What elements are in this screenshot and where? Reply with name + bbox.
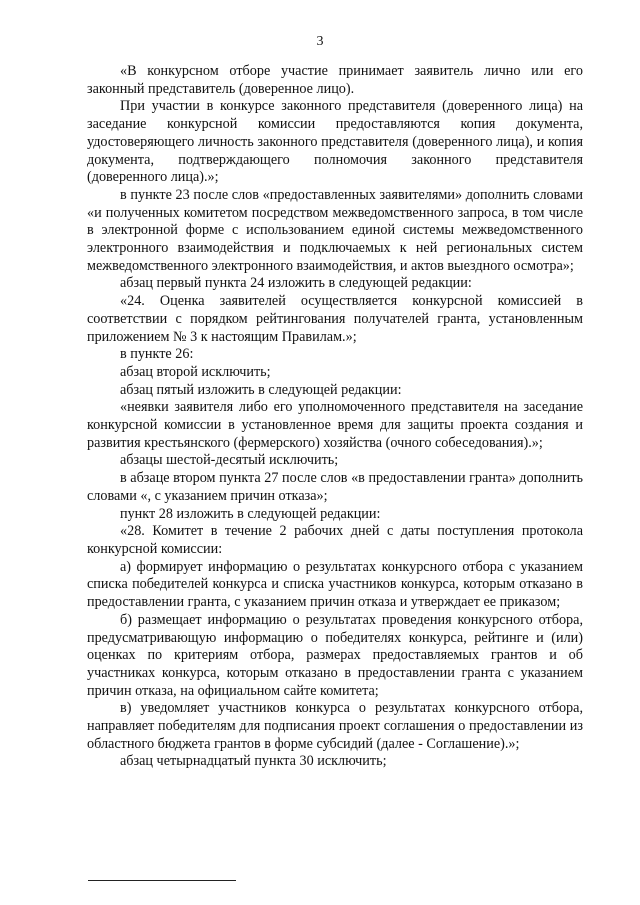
paragraph-2: При участии в конкурсе законного представителя (доверенного лица) на заседание конкурсной комиссии предоставляются копия документа, удостоверяющего личность законного представителя (доверенного лица), и копия документа, подтверждающего полномочия законного представителя (доверенного лица).»; <box>87 98 583 186</box>
paragraph-3: в пункте 23 после слов «предоставленных заявителями» дополнить словами «и полученных комитетом посредством межведомственного запроса, в том числе в электронной форме с использованием единой системы межведомственного электронного взаимодействия и подключаемых к ней региональных систем межведомственного электронного взаимодействия, и актов выездного осмотра»; <box>87 186 583 274</box>
paragraph-14: а) формирует информацию о результатах конкурсного отбора с указанием списка победителей конкурса и списка участников конкурса, которым отказано в предоставлении гранта, с указанием причин отказа и утверждает ее приказом; <box>87 558 583 611</box>
paragraph-13: «28. Комитет в течение 2 рабочих дней с даты поступления протокола конкурсной комиссии: <box>87 523 583 557</box>
paragraph-1: «В конкурсном отборе участие принимает заявитель лично или его законный представитель (доверенное лицо). <box>87 63 583 97</box>
footnote-divider <box>88 880 236 881</box>
paragraph-12: пункт 28 изложить в следующей редакции: <box>120 505 381 522</box>
paragraph-7: абзац второй исключить; <box>120 363 271 380</box>
paragraph-5: «24. Оценка заявителей осуществляется конкурсной комиссией в соответствии с порядком рейтингования получателей гранта, установленным приложением № 3 к настоящим Правилам.»; <box>87 293 583 345</box>
paragraph-8: абзац пятый изложить в следующей редакции: <box>120 381 402 398</box>
paragraph-10: абзацы шестой-десятый исключить; <box>120 452 339 469</box>
paragraph-4: абзац первый пункта 24 изложить в следующей редакции: <box>120 275 472 292</box>
paragraph-11: в абзаце втором пункта 27 после слов «в предоставлении гранта» дополнить словами «, с указанием причин отказа»; <box>87 470 583 504</box>
paragraph-16: в) уведомляет участников конкурса о результатах конкурсного отбора, направляет победителям для подписания проект соглашения о предоставлении из областного бюджета грантов в форме субсидий (далее - Соглашение).»; <box>87 700 583 752</box>
paragraph-17: абзац четырнадцатый пункта 30 исключить; <box>120 753 387 770</box>
paragraph-6: в пункте 26: <box>120 346 194 363</box>
paragraph-9: «неявки заявителя либо его уполномоченного представителя на заседание конкурсной комиссии в установленное время для защиты проекта создания и развития крестьянского (фермерского) хозяйства (очного собеседования).»; <box>87 399 583 451</box>
document-body <box>87 63 583 771</box>
paragraph-15: б) размещает информацию о результатах проведения конкурсного отбора, предусматривающую информацию о победителях конкурса, рейтинге и (или) оценках по критериям отбора, размерах предоставляемых грантов и об участниках конкурса, которым отказано в предоставлении гранта с указанием причин отказа, на официальном сайте комитета; <box>87 611 583 699</box>
page-number: 3 <box>316 34 324 49</box>
